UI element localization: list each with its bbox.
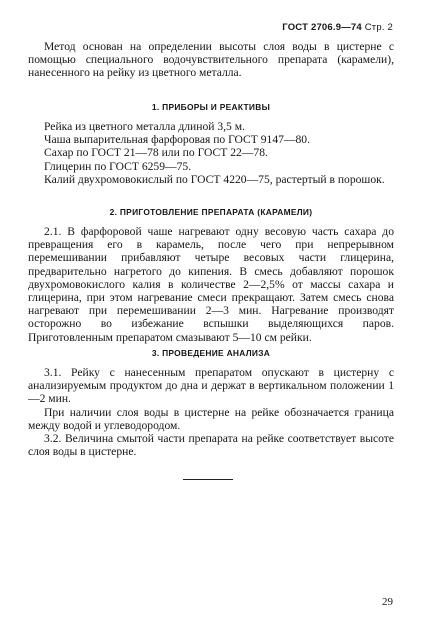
analysis-paragraph: 3.1. Рейку с нанесенным препаратом опускают в цистерну с анализируемым продуктом до дна и держат в вертикальном положении 1—2 мин. (28, 366, 394, 406)
page-number: 29 (382, 596, 393, 608)
section-3-heading: 3. ПРОВЕДЕНИЕ АНАЛИЗА (151, 348, 271, 358)
end-rule (183, 479, 233, 480)
intro-block (28, 40, 394, 80)
reagent-item: Рейка из цветного металла длиной 3,5 м. (44, 120, 245, 133)
section-2-heading: 2. ПРИГОТОВЛЕНИЕ ПРЕПАРАТА (КАРАМЕЛИ) (109, 207, 313, 217)
page-label: Стр. 2 (364, 22, 393, 33)
reagent-item: Глицерин по ГОСТ 6259—75. (44, 159, 192, 173)
section-3-block (28, 366, 394, 458)
running-header (282, 22, 393, 33)
intro-paragraph: Метод основан на определении высоты слоя воды в цистерне с помощью специального водочувствительного препарата (карамели), нанесенного на рейку из цветного металла. (28, 40, 394, 80)
section-1-list (28, 120, 394, 186)
standard-number: ГОСТ 2706.9—74 (282, 22, 362, 33)
section-2-block (28, 225, 394, 344)
reagent-item: Чаша выпарительная фарфоровая по ГОСТ 9147—80. (44, 133, 311, 147)
section-1-heading: 1. ПРИБОРЫ И РЕАКТИВЫ (151, 102, 271, 112)
analysis-paragraph: При наличии слоя воды в цистерне на рейке обозначается граница между водой и углеводородом. (28, 405, 394, 432)
analysis-paragraph: 3.2. Величина смытой части препарата на рейке соответствует высоте слоя воды в цистерне. (28, 432, 394, 459)
reagent-item: Сахар по ГОСТ 21—78 или по ГОСТ 22—78. (44, 146, 268, 160)
preparation-paragraph: 2.1. В фарфоровой чаше нагревают одну весовую часть сахара до превращения его в карамель, после чего при непрерывном перемешивании прибавляют четыре весовых части глицерина, предварительно нагретого до кипения. В смесь добавляют порошок двухромовокислого калия в количестве 2—2,5% от массы сахара и глицерина, при этом нагревание смеси прекращают. Затем смесь снова нагревают при перемешивании 2—3 мин. Нагревание производят осторожно во избежание вспышки выделяющихся паров. Приготовленным препаратом смазывают 5—10 см рейки. (28, 225, 394, 344)
reagent-item: Калий двухромовокислый по ГОСТ 4220—75, растертый в порошок. (44, 172, 385, 186)
